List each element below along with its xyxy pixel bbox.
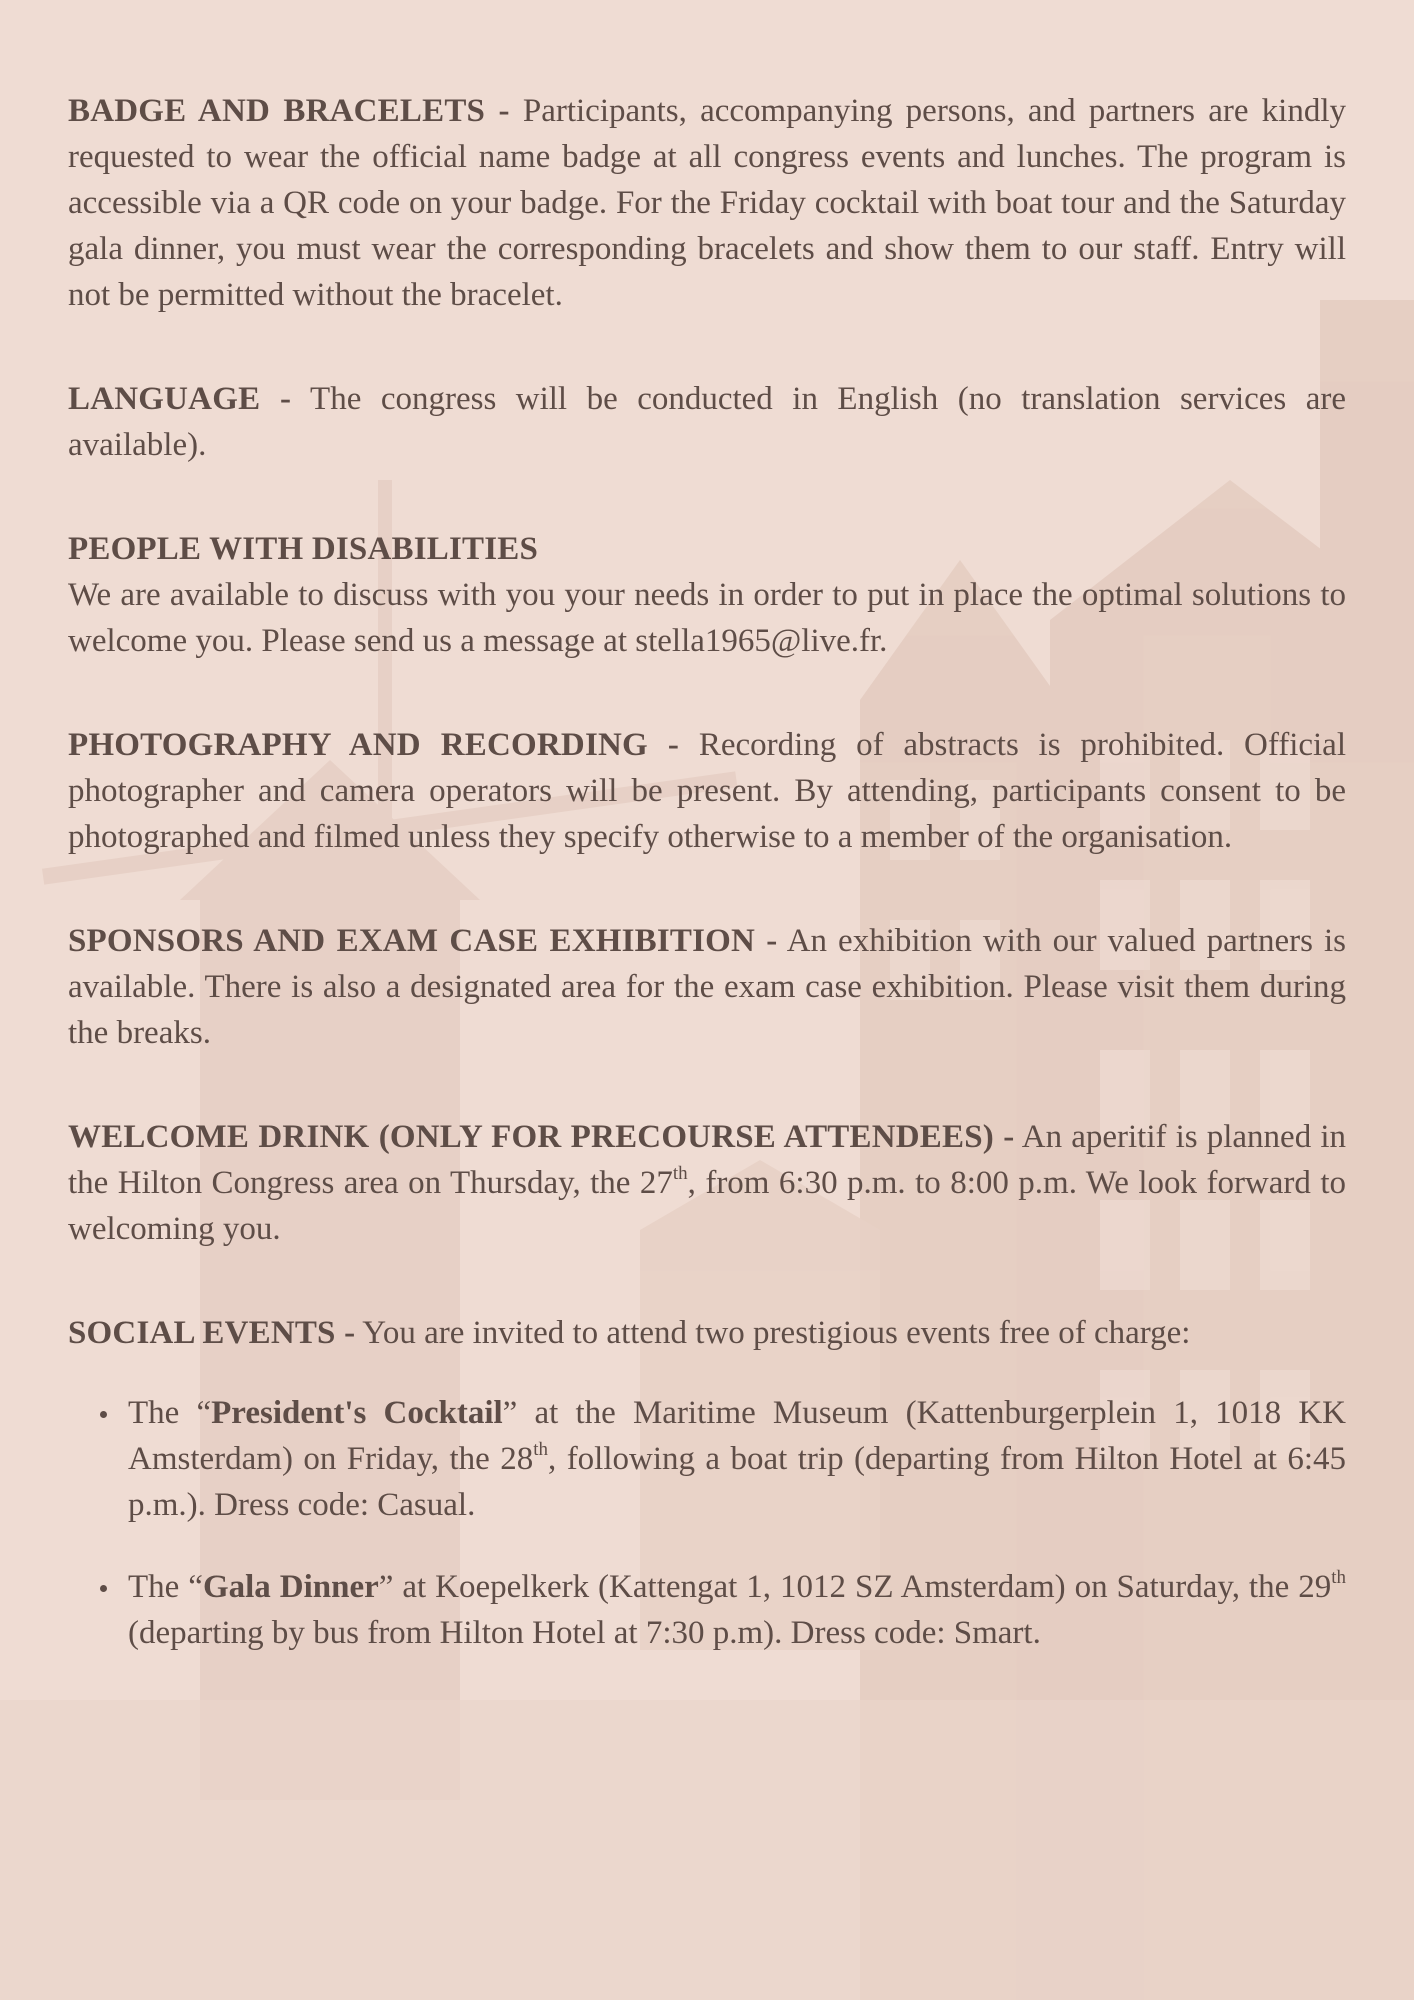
- sponsors-text: An exhibition with our valued partners is available. There is also a designated area for the exam case exhibition. Please visit them during the breaks.: [68, 923, 1346, 1051]
- badge-section: [68, 88, 1346, 318]
- welcome-drink-section: [68, 1114, 1346, 1252]
- event-name: Gala Dinner: [202, 1569, 379, 1605]
- event-name: President's Cocktail: [211, 1395, 503, 1431]
- sponsors-section: [68, 918, 1346, 1056]
- photography-section: [68, 722, 1346, 860]
- info-content: [68, 88, 1346, 1692]
- language-text: The congress will be conducted in English (no translation services are available).: [68, 381, 1346, 463]
- event-details-end: (departing by bus from Hilton Hotel at 7:30 p.m). Dress code: Smart.: [128, 1615, 1041, 1651]
- photography-heading: PHOTOGRAPHY AND RECORDING -: [68, 727, 680, 763]
- welcome-drink-heading: WELCOME DRINK (ONLY FOR PRECOURSE ATTENDEES) -: [68, 1119, 1015, 1155]
- welcome-drink-text: An aperitif is planned in the Hilton Congress area on Thursday, the 27: [68, 1119, 1346, 1201]
- badge-heading: BADGE AND BRACELETS -: [68, 93, 510, 129]
- event-prefix: The “: [128, 1569, 203, 1605]
- disabilities-text: We are available to discuss with you your needs in order to put in place the optimal solutions to welcome you. Please send us a message at stella1965@live.fr.: [68, 577, 1346, 659]
- disabilities-section: [68, 526, 1346, 664]
- list-item-presidents-cocktail: [128, 1390, 1346, 1528]
- social-events-text: You are invited to attend two prestigious events free of charge:: [362, 1315, 1191, 1351]
- event-date-ordinal: th: [1331, 1567, 1347, 1588]
- welcome-drink-ordinal: th: [672, 1163, 688, 1184]
- social-events-section: [68, 1310, 1346, 1356]
- welcome-drink-text-end: , from 6:30 p.m. to 8:00 p.m. We look forward to welcoming you.: [68, 1165, 1346, 1247]
- badge-text: Participants, accompanying persons, and partners are kindly requested to wear the official name badge at all congress events and lunches. The program is accessible via a QR code on your badge. For the Friday cocktail with boat tour and the Saturday gala dinner, you must wear the corresponding bracelets and show them to our staff. Entry will not be permitted without the bracelet.: [68, 93, 1346, 313]
- language-heading: LANGUAGE -: [68, 381, 292, 417]
- event-details: ” at the Maritime Museum (Kattenburgerplein 1, 1018 KK Amsterdam) on Friday, the 28: [128, 1395, 1346, 1477]
- social-events-heading: SOCIAL EVENTS -: [68, 1315, 356, 1351]
- event-date-ordinal: th: [533, 1439, 549, 1460]
- event-details-end: , following a boat trip (departing from Hilton Hotel at 6:45 p.m.). Dress code: Casual.: [128, 1441, 1346, 1523]
- sponsors-heading: SPONSORS AND EXAM CASE EXHIBITION -: [68, 923, 778, 959]
- disabilities-heading: PEOPLE WITH DISABILITIES: [68, 531, 539, 567]
- event-details: ” at Koepelkerk (Kattengat 1, 1012 SZ Amsterdam) on Saturday, the 29: [378, 1569, 1332, 1605]
- list-item-gala-dinner: [128, 1564, 1346, 1656]
- event-prefix: The “: [128, 1395, 212, 1431]
- social-events-list: [68, 1390, 1346, 1656]
- photography-text: Recording of abstracts is prohibited. Official photographer and camera operators will be present. By attending, participants consent to be photographed and filmed unless they specify otherwise to a member of the organisation.: [68, 727, 1346, 855]
- language-section: [68, 376, 1346, 468]
